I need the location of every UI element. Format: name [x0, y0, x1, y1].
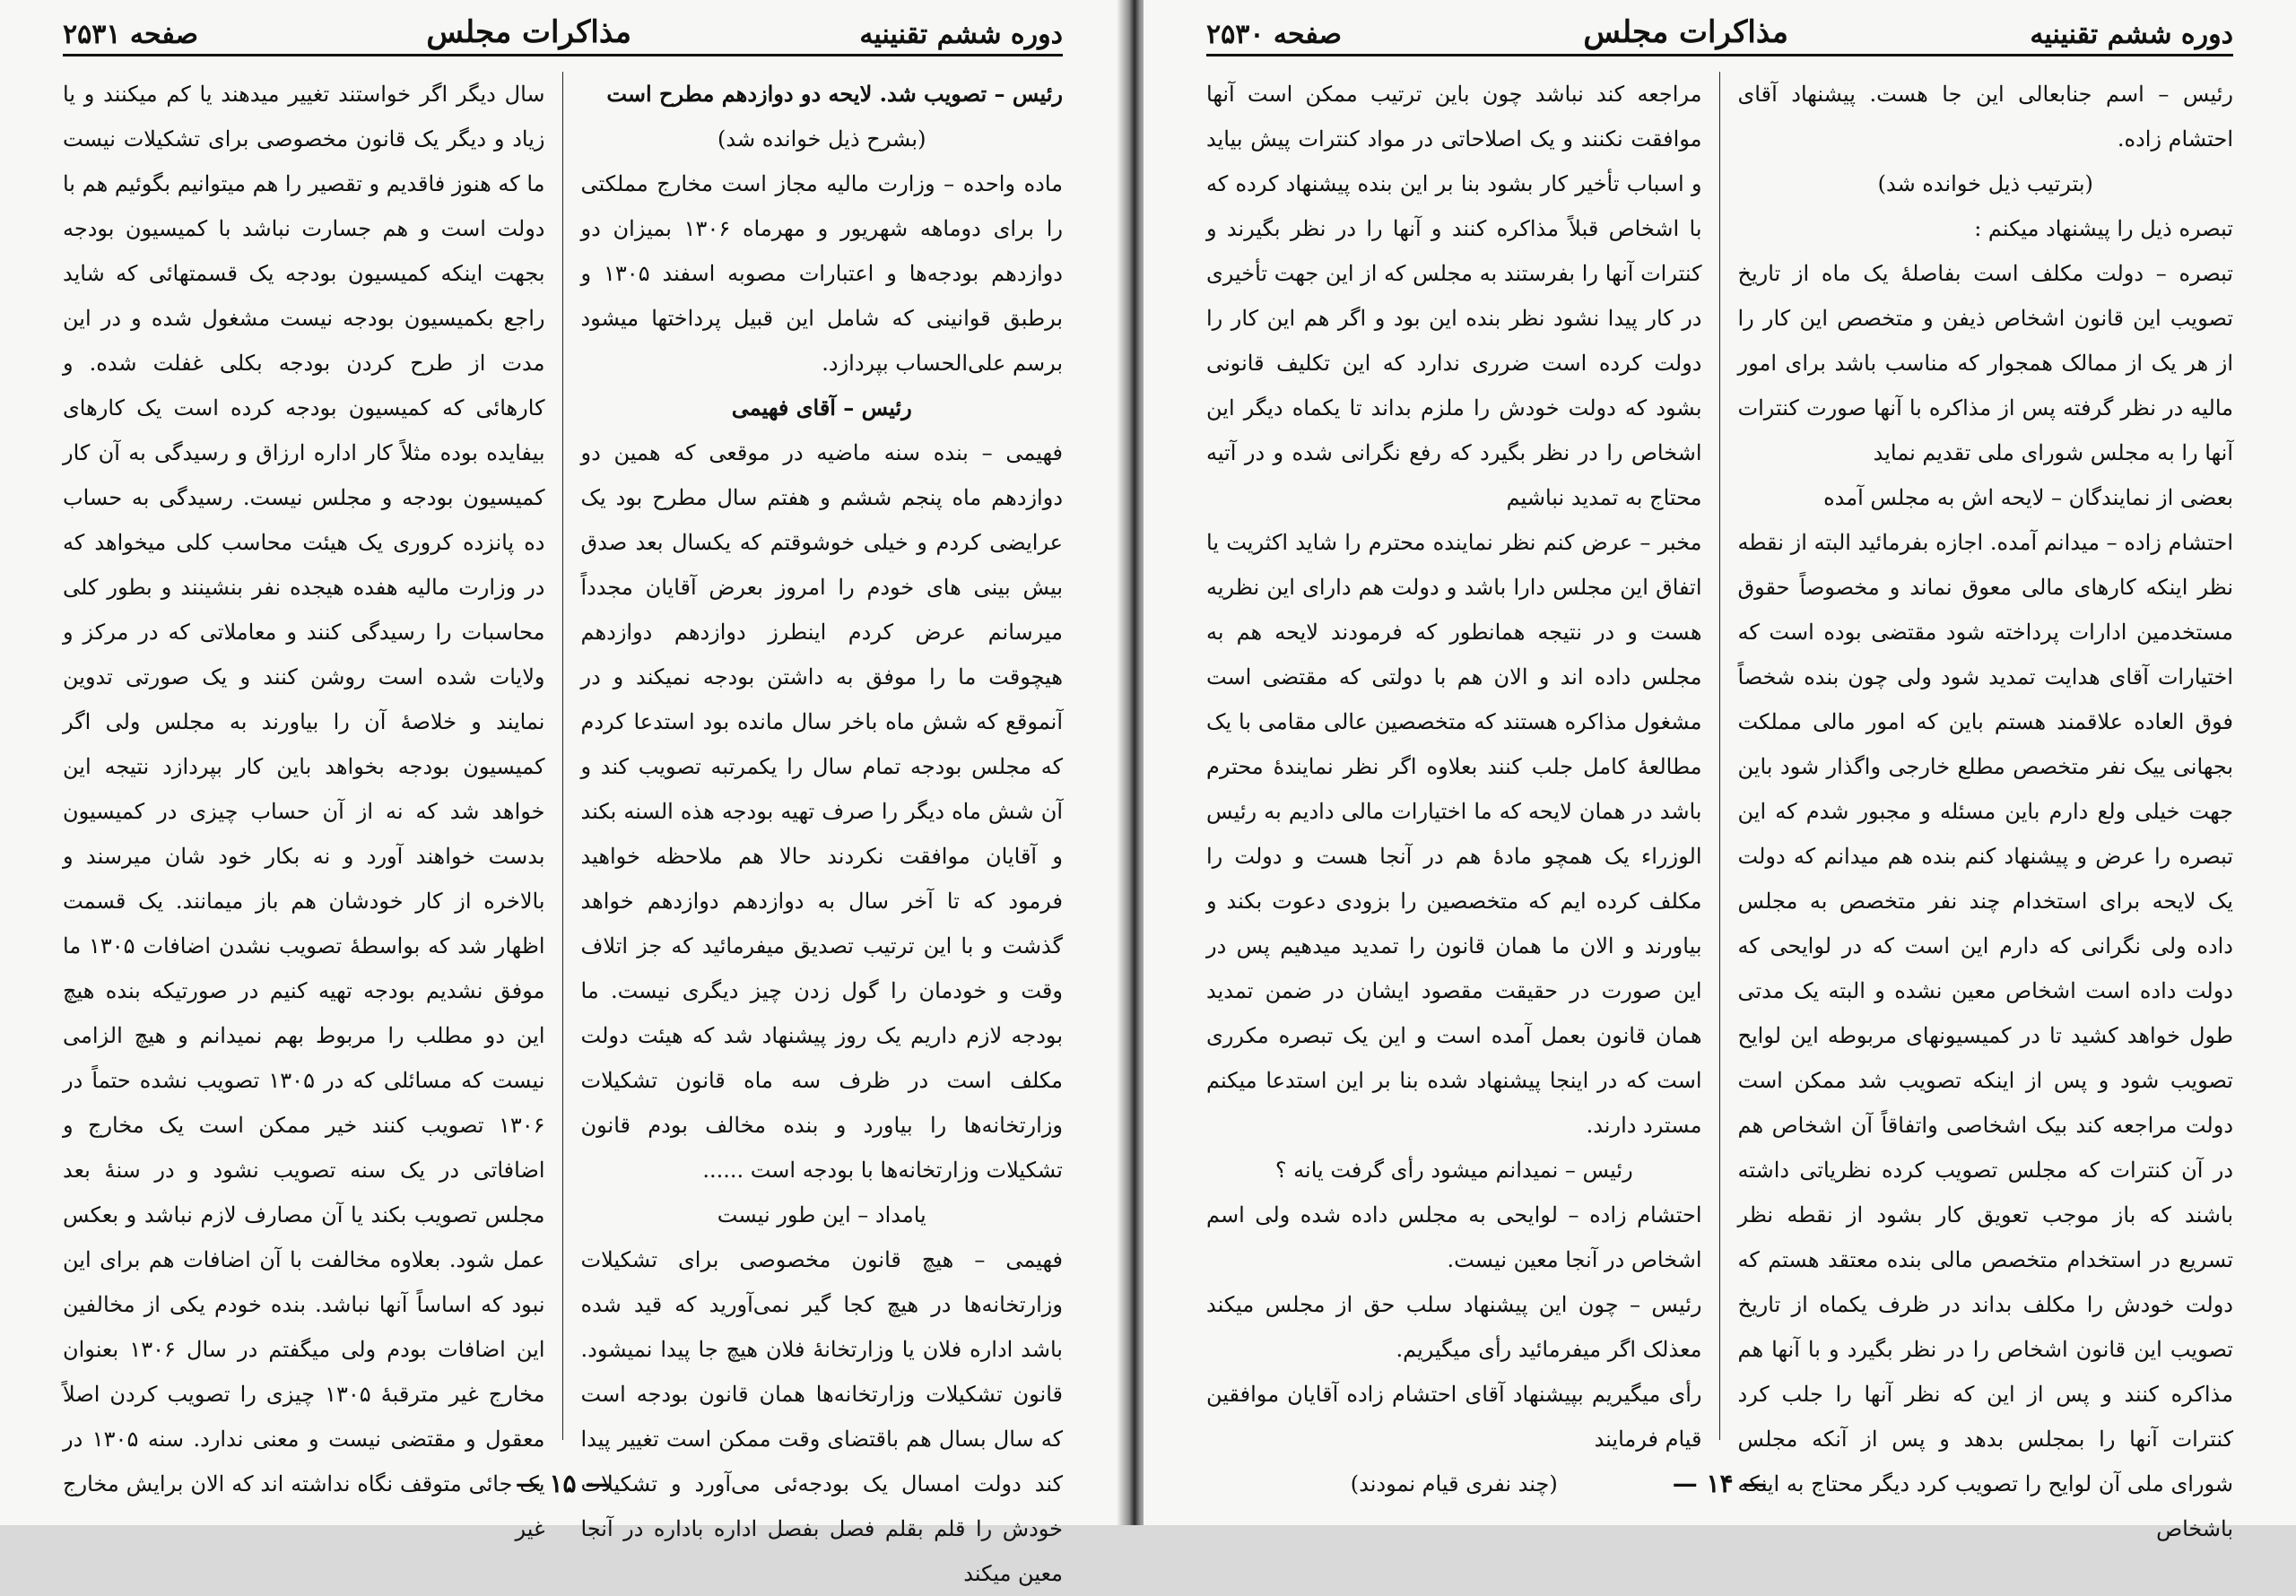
paragraph: مخبر – عرض کنم نظر نماینده محترم را شاید اکثریت یا اتفاق این مجلس دارا باشد و دولت هم دارای این نظریه هست و در نتیجه همانطور که فرمودند لایحه هم به مجلس داده اند و الان هم با دولتی که مقتضی است مشغول مذاکره هستند که متخصصین عالی مقامی با یک مطالعهٔ کامل جلب کنند بعلاوه اگر نظر نمایندهٔ محترم باشد در همان لایحه که ما اختیارات مالی دادیم به رئیس الوزراء یک همچو مادهٔ هم در آنجا هست و دولت را مکلف کرده ایم که متخصصین را بزودی دعوت بکند و بیاورند و الان ما همان قانون را تمدید میدهیم پس در این صورت در حقیقت مقصود ایشان در ضمن تمدید همان قانون بعمل آمده است و این یک تبصره مکرری است که در اینجا پیشنهاد شده بنا بر این استدعا میکنم مسترد دارند.: [1206, 530, 1702, 1138]
column-left: [62, 72, 545, 1541]
paragraph: رئیس – اسم جنابعالی این جا هست. پیشنهاد آقای احتشام زاده.: [1737, 82, 2233, 152]
paragraph: (چند نفری قیام نمودند): [1350, 1471, 1558, 1496]
paragraph: فهیمی – بنده سنه ماضیه در موقعی که همین دو دوازدهم ماه پنجم ششم و هفتم سال مطرح بود یک عرایضی کردم و خیلی خوشوقتم که یکسال بعد صدق بیش بینی های خودم را امروز بعرض آقایان مجدداً میرسانم عرض کردم اینطرز دوازدهم دوازدهم هیچوقت ما را موفق به داشتن بودجه نمیکند و در آنموقع که شش ماه باخر سال مانده بود استدعا کردم که مجلس بودجه تمام سال را یکمرتبه تصویب کند و آن شش ماه دیگر را صرف تهیه بودجه هذه السنه بکند و آقایان موافقت نکردند حالا هم ملاحظه خواهید فرمود که تا آخر سال به دوازدهم دوازدهم خواهد گذشت و با این ترتیب تصدیق میفرمائید که جز اتلاف وقت و خودمان را گول زدن چیز دیگری نیست. ما بودجه لازم داریم یک روز پیشنهاد شد که هیئت دولت مکلف است در ظرف سه ماه قانون تشکیلات وزارتخانه‌ها را بیاورد و بنده مخالف بودم قانون تشکیلات وزارتخانه‌ها با بودجه است ......: [580, 440, 1064, 1183]
paragraph: یامداد – این طور نیست: [717, 1202, 926, 1227]
paragraph: رئیس – چون این پیشنهاد سلب حق از مجلس میکند معذلک اگر میفرمائید رأی میگیریم.: [1206, 1292, 1702, 1362]
paragraph: رئیس – تصویب شد. لایحه دو دوازدهم مطرح است: [606, 81, 1063, 107]
page-2530: [1144, 0, 2296, 1541]
page-header: [63, 13, 1063, 56]
term-label: دوره ششم تقنینیه: [859, 19, 1063, 50]
page-number: صفحه ۲۵۳۰: [1206, 19, 1342, 50]
paragraph: (بشرح ذیل خوانده شد): [718, 126, 926, 152]
paragraph: تبصره – دولت مکلف است بفاصلهٔ یک ماه از تاریخ تصویب این قانون اشخاص ذیفن و متخصص این کار را از هر یک از ممالک همجوار که مناسب باشد برای امور مالیه در نظر گرفته پس از مذاکره با آنها صورت کنترات آنها را به مجلس شورای ملی تقدیم نماید: [1737, 261, 2233, 465]
page-title: مذاکرات مجلس: [426, 14, 631, 50]
paragraph: بعضی از نمایندگان – لایحه اش به مجلس آمده: [1823, 485, 2233, 510]
paragraph: احتشام زاده – لوایحی به مجلس داده شده ولی اسم اشخاص در آنجا معین نیست.: [1206, 1202, 1702, 1272]
paragraph: ماده واحده – وزارت مالیه مجاز است مخارج مملکتی را برای دوماهه شهریور و مهرماه ۱۳۰۶ بمیزان دو دوازدهم بودجه‌ها و اعتبارات مصوبه اسفند ۱۳۰۵ و برطبق قوانینی که شامل این قبیل پرداختها میشود برسم علی‌الحساب بپردازد.: [580, 171, 1063, 376]
paragraph: تبصره ذیل را پیشنهاد میکنم :: [1974, 216, 2233, 241]
paragraph: سال دیگر اگر خواستند تغییر میدهند یا کم میکنند و یا زیاد و دیگر یک قانون مخصوصی برای تشکیلات نیست ما که هنوز فاقدیم و تقصیر را هم میتوانیم بگوئیم هم با دولت است و هم جسارت نباشد با کمیسیون بودجه بجهت اینکه کمیسیون بودجه یک قسمتهائی که شاید راجع بکمیسیون بودجه نیست مشغول شده و در این مدت از طرح کردن بودجه بکلی غفلت شده. و کارهائی که کمیسیون بودجه کرده است یک کارهای بیفایده بوده مثلاً کار اداره ارزاق و رسیدگی به آن کار کمیسیون بودجه و مجلس نیست. رسیدگی به حساب ده پانزده کروری یک هیئت محاسب کلی میخواهد که در وزارت مالیه هفده هیجده نفر بنشینند و بطور کلی محاسبات را رسیدگی کنند و معاملاتی که در مرکز و ولایات شده است روشن کنند و یک صورتی تدوین نمایند و خلاصهٔ آن را بیاورند به مجلس ولی اگر کمیسیون بودجه بخواهد باین کار بپردازد نتیجه این خواهد شد که نه از آن حساب چیزی در کمیسیون بدست خواهند آورد و نه بکار خود شان میرسند و بالاخره از کار خودشان هم باز میمانند. یک قسمت اظهار شد که بواسطهٔ تصویب نشدن اضافات ۱۳۰۵ ما موفق نشدیم بودجه تهیه کنیم در صورتیکه بنده هیچ این دو مطلب را مربوط بهم نمیدانم و هیچ الزامی نیست که مسائلی که در ۱۳۰۵ تصویب نشده حتماً در ۱۳۰۶ تصویب کنند خیر ممکن است یک مخارج و اضافاتی در یک سنه تصویب نشود و در سنهٔ بعد مجلس تصویب بکند یا آن مصارف لازم نباشد و بعکس عمل شود. بعلاوه مخالفت با آن اضافات هم برای این نبود که اساساً آنها نباشد. بنده خودم یکی از مخالفین این اضافات بودم ولی میگفتم در سال ۱۳۰۶ بعنوان مخارج غیر مترقبهٔ ۱۳۰۵ چیزی را تصویب کردن اصلاً معقول و مقتضی نیست و معنی ندارد. سنه ۱۳۰۵ در یک جائی متوقف نگاه نداشته اند که الان برایش مخارج غیر: [62, 82, 545, 1541]
paragraph: رئیس – آقای فهیمی: [731, 395, 912, 421]
paragraph: فهیمی – هیچ قانون مخصوصی برای تشکیلات وزارتخانه‌ها در هیچ کجا گیر نمی‌آورید که قید شده باشد اداره فلان یا وزارتخانهٔ فلان هیچ جا پیدا نمیشود. قانون تشکیلات وزارتخانه‌ها همان قانون بودجه است که سال بسال هم باقتضای وقت ممکن است تغییر پیدا کند دولت امسال یک بودجه‌ئی می‌آورد و تشکیلات خودش را قلم بقلم فصل بفصل اداره باداره در آنجا معین میکند: [580, 1247, 1063, 1586]
term-label: دوره ششم تقنینیه: [2030, 19, 2233, 50]
page-title: مذاکرات مجلس: [1583, 14, 1788, 50]
page-footer: — ۱۴ —: [1672, 1469, 1768, 1498]
page-footer: — ۱۵ —: [515, 1469, 611, 1498]
paragraph: احتشام زاده – میدانم آمده. اجازه بفرمائید البته از نقطه نظر اینکه کارهای مالی معوق نماند و مخصوصاً حقوق مستخدمین ادارات پرداخته شود مقتضی بوده است که اختیارات آقای هدایت تمدید شود ولی چون بنده شخصاً فوق العاده علاقمند هستم باین که امور مالی مملکت بجهانی ییک نفر متخصص مطلع خارجی واگذار شود باین جهت خیلی ولع دارم باین مسئله و مجبور شدم که این تبصره را عرض و پیشنهاد کنم بنده هم میدانم که دولت یک لایحه برای استخدام چند نفر متخصص به مجلس داده ولی نگرانی که دارم این است که در لوایحی که دولت داده است اشخاص معین نشده و البته یک مدتی طول خواهد کشید تا در کمیسیونهای مربوطه این لوایح تصویب شود و پس از اینکه تصویب شد ممکن است دولت مراجعه کند بیک اشخاصی واتفاقاً آن اشخاص هم در آن کنترات که مجلس تصویب کرده نظریاتی داشته باشند که باز موجب تعویق کار بشود از نقطه نظر تسریع در استخدام متخصص مالی بنده معتقد هستم که دولت خودش را مکلف بداند در ظرف یکماه از تاریخ تصویب این قانون اشخاص را در نظر بگیرد و با آنها هم مذاکره کنند و پس از این که نظر آنها را جلب کرد کنترات آنها را بمجلس بدهد و پس از آنکه مجلس شورای ملی آن لوایح را تصویب کرد دیگر محتاج به اینکه باشخاص: [1737, 530, 2233, 1541]
column-divider: [562, 72, 563, 1440]
paragraph: (بترتیب ذیل خوانده شد): [1877, 171, 2093, 196]
page-header: [1206, 13, 2233, 56]
paragraph: رئیس – نمیدانم میشود رأی گرفت یانه ؟: [1274, 1158, 1633, 1183]
paragraph: مراجعه کند نباشد چون باین ترتیب ممکن است آنها موافقت نکنند و یک اصلاحاتی در مواد کنترات پیش بیاید و اسباب تأخیر کار بشود بنا بر این بنده پیشنهاد کرده که با اشخاص قبلاً مذاکره کنند و آنها را در نظر بگیرند و کنترات آنها را بفرستند به مجلس که از این جهت تأخیری در کار پیدا نشود نظر بنده این بود و اگر هم این کار را دولت کرده است ضرری ندارد که این تکلیف قانونی بشود که دولت خودش را ملزم بداند تا یکماه دیگر این اشخاص را در نظر بگیرد که رفع نگرانی شده و در آتیه محتاج به تمدید نباشیم: [1206, 82, 1702, 510]
paragraph: رأی میگیریم بپیشنهاد آقای احتشام زاده آقایان موافقین قیام فرمایند: [1206, 1382, 1702, 1452]
page-2531: [0, 0, 1126, 1586]
column-left: [1206, 72, 1702, 1496]
column-right: [1737, 72, 2234, 1541]
column-right: [580, 72, 1064, 1586]
page-number: صفحه ۲۵۳۱: [63, 19, 198, 50]
column-divider: [1719, 72, 1720, 1440]
